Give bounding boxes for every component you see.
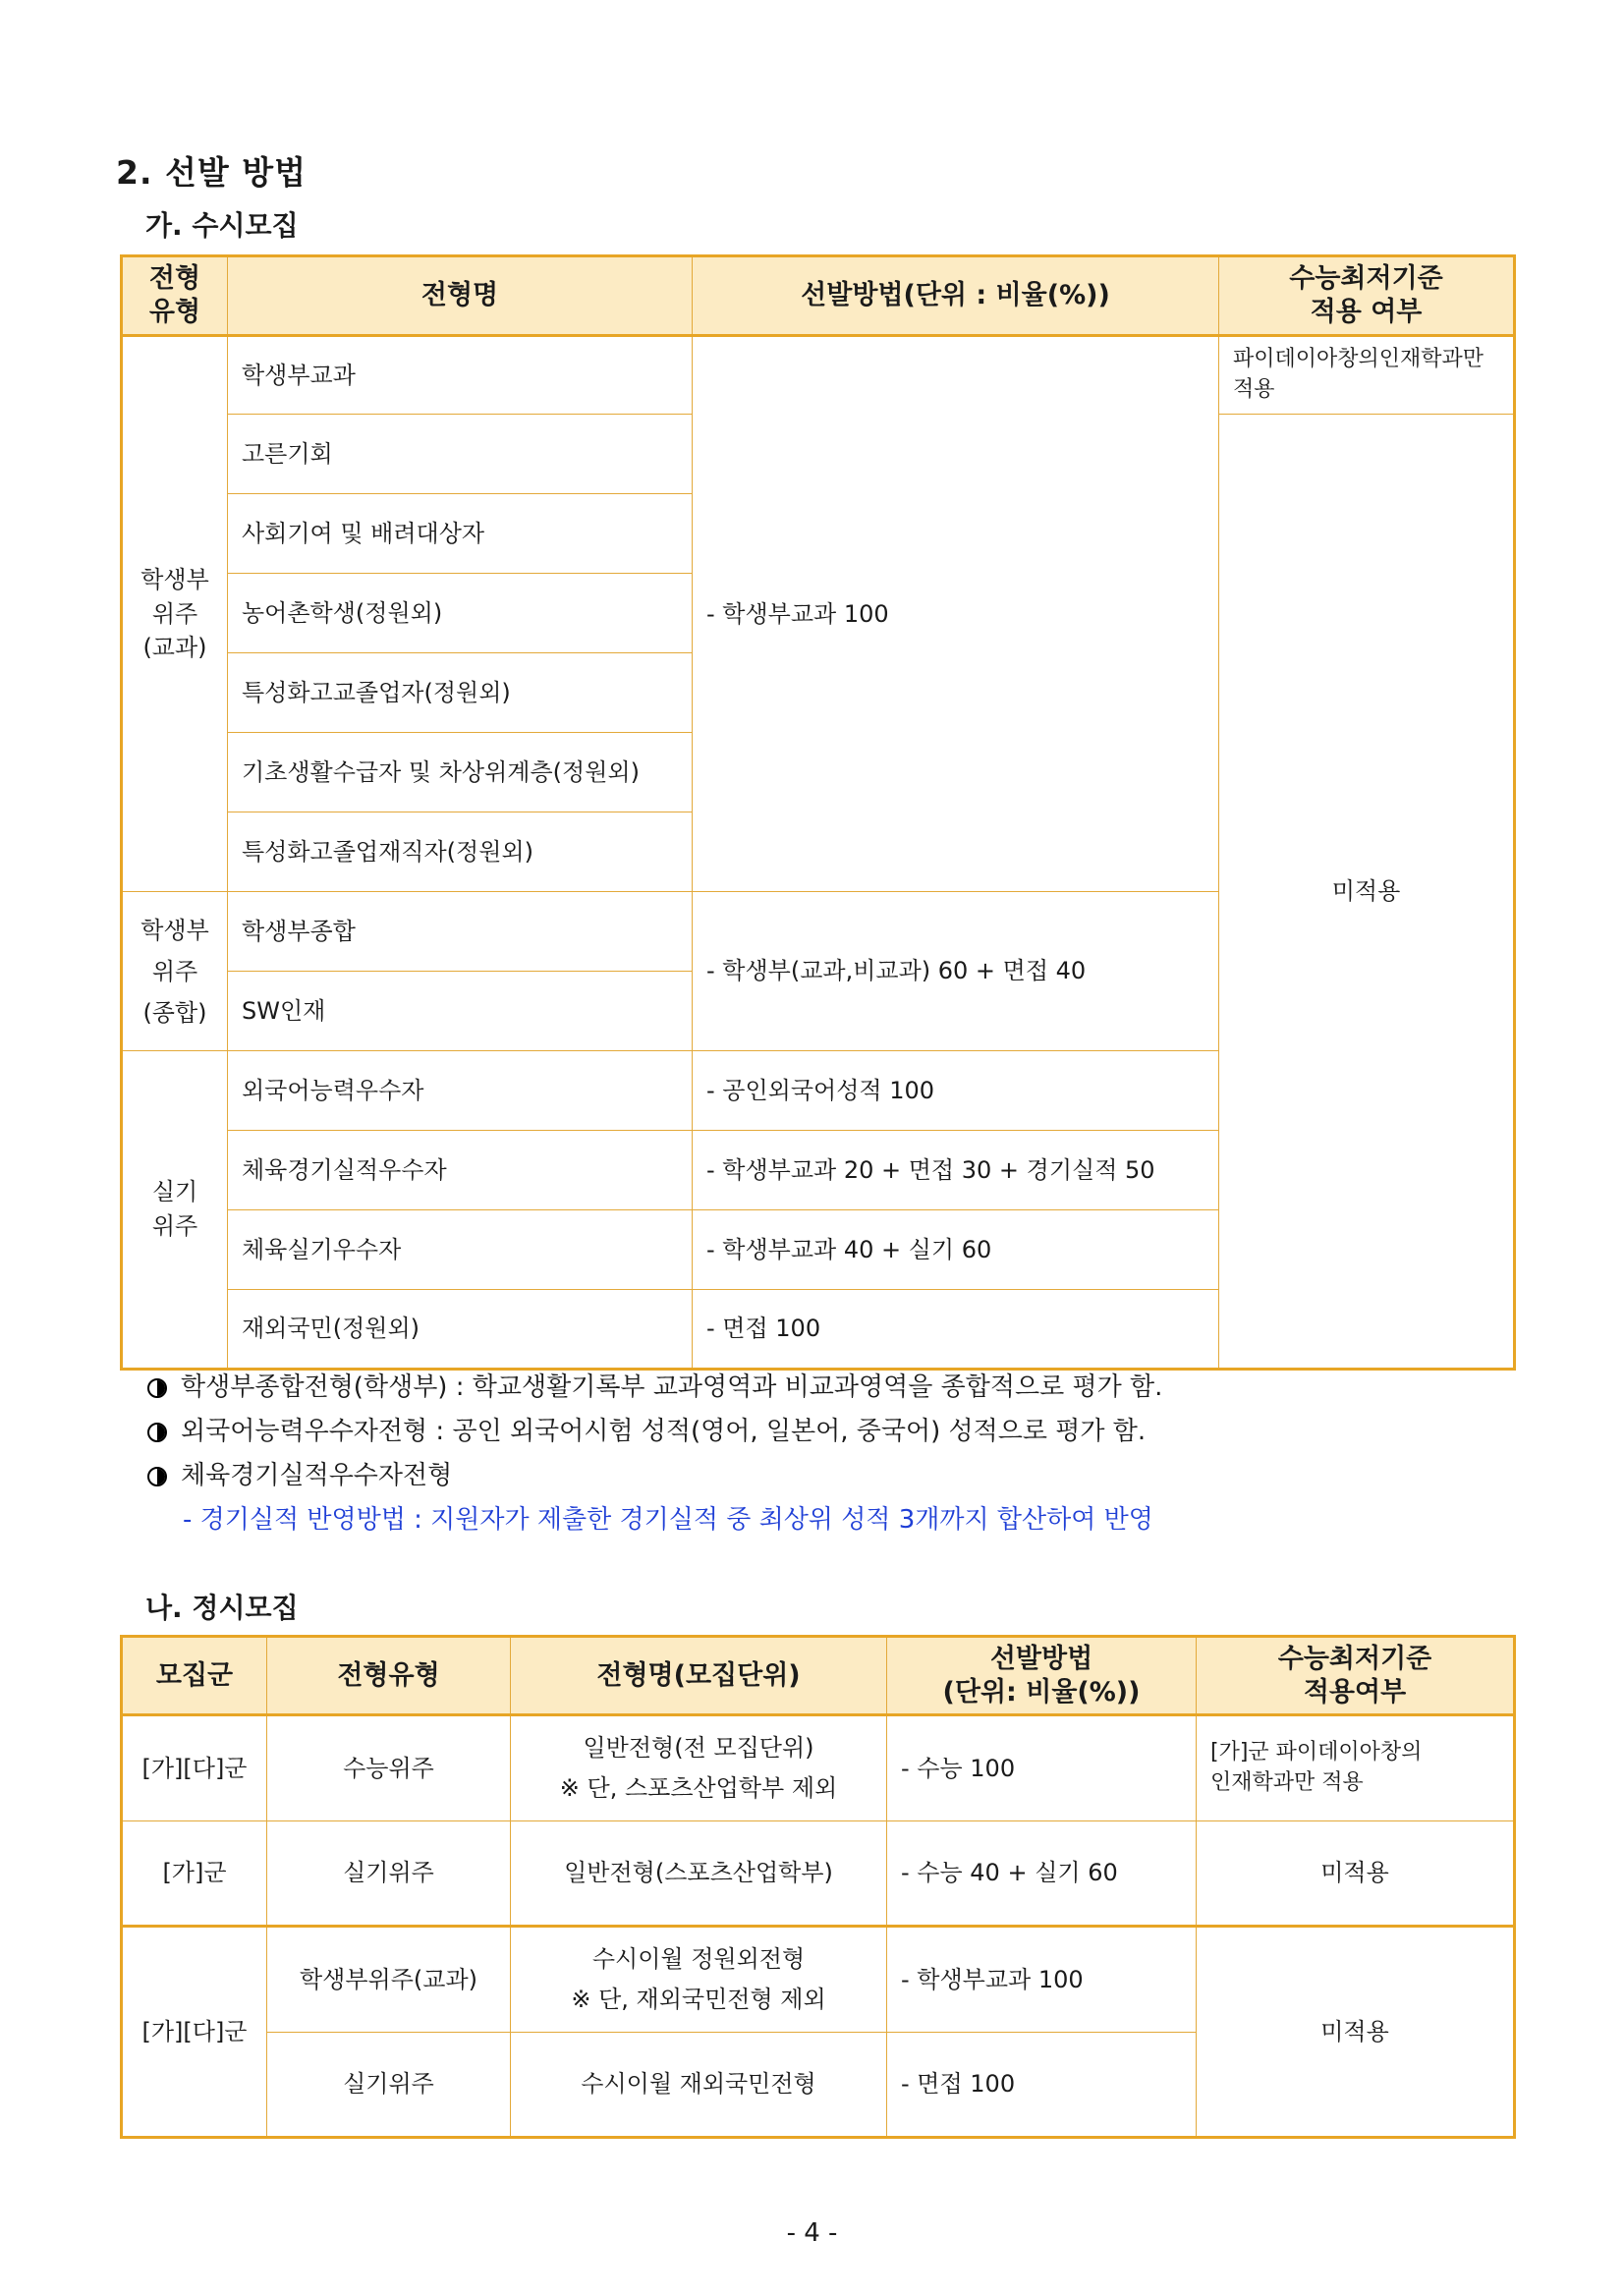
table-row: 고른기회 bbox=[228, 415, 693, 494]
header-name: 전형명 bbox=[228, 256, 693, 336]
method-gyogwa: - 학생부교과 100 bbox=[693, 336, 1219, 892]
note-item: 외국어능력우수자전형 : 공인 외국어시험 성적(영어, 일본어, 중국어) 성적으로 평가 함. bbox=[147, 1410, 1162, 1454]
method-foreign: - 공인외국어성적 100 bbox=[693, 1051, 1219, 1131]
method-sports-skill: - 학생부교과 40 + 실기 60 bbox=[693, 1210, 1219, 1290]
table-row: 특성화고졸업재직자(정원외) bbox=[228, 812, 693, 892]
table-row: 사회기여 및 배려대상자 bbox=[228, 494, 693, 574]
section-title: 2. 선발 방법 bbox=[116, 153, 307, 192]
header-group: 모집군 bbox=[122, 1637, 267, 1715]
group-jonghap: 학생부 위주 (종합) bbox=[122, 892, 228, 1051]
susi-title: 가. 수시모집 bbox=[145, 209, 299, 242]
table-row: 농어촌학생(정원외) bbox=[228, 574, 693, 653]
header-csat: 수능최저기준 적용여부 bbox=[1197, 1637, 1515, 1715]
header-csat: 수능최저기준 적용 여부 bbox=[1219, 256, 1515, 336]
method-jonghap: - 학생부(교과,비교과) 60 + 면접 40 bbox=[693, 892, 1219, 1051]
csat-rest: 미적용 bbox=[1219, 415, 1515, 1370]
table-row: 특성화고교졸업자(정원외) bbox=[228, 653, 693, 733]
header-type: 전형유형 bbox=[267, 1637, 511, 1715]
page-number: - 4 - bbox=[786, 2218, 838, 2248]
group-gyogwa: 학생부 위주 (교과) bbox=[122, 336, 228, 892]
table-row: 학생부종합 bbox=[228, 892, 693, 972]
method-overseas: - 면접 100 bbox=[693, 1290, 1219, 1370]
note-item: 체육경기실적우수자전형 bbox=[147, 1454, 1162, 1498]
jeongsi-table bbox=[120, 1635, 1516, 2139]
table-row: 학생부교과 bbox=[228, 336, 693, 415]
table-row: 외국어능력우수자 bbox=[228, 1051, 693, 1131]
half-circle-icon bbox=[147, 1378, 167, 1398]
group-silgi: 실기 위주 bbox=[122, 1051, 228, 1370]
table-row: SW인재 bbox=[228, 972, 693, 1051]
half-circle-icon bbox=[147, 1423, 167, 1442]
notes bbox=[147, 1366, 1162, 1542]
header-name: 전형명(모집단위) bbox=[511, 1637, 887, 1715]
table-row: 체육실기우수자 bbox=[228, 1210, 693, 1290]
table-row: 체육경기실적우수자 bbox=[228, 1131, 693, 1210]
note-item: 학생부종합전형(학생부) : 학교생활기록부 교과영역과 비교과영역을 종합적으로 평가 함. bbox=[147, 1366, 1162, 1410]
half-circle-icon bbox=[147, 1467, 167, 1486]
table-row: 실기위주 수시이월 재외국민전형 - 면접 100 bbox=[122, 2033, 1515, 2138]
table-row: [가][다]군 학생부위주(교과) 수시이월 정원외전형 ※ 단, 재외국민전형 제외 - 학생부교과 100 미적용 bbox=[122, 1927, 1515, 2033]
table-row: [가]군 실기위주 일반전형(스포츠산업학부) - 수능 40 + 실기 60 미적용 bbox=[122, 1821, 1515, 1927]
jeongsi-title: 나. 정시모집 bbox=[145, 1592, 299, 1624]
header-method: 선발방법(단위 : 비율(%)) bbox=[693, 256, 1219, 336]
header-type: 전형 유형 bbox=[122, 256, 228, 336]
csat-first: 파이데이아창의인재학과만 적용 bbox=[1219, 336, 1515, 415]
table-row: [가][다]군 수능위주 일반전형(전 모집단위) ※ 단, 스포츠산업학부 제외 - 수능 100 [가]군 파이데이아창의 인재학과만 적용 bbox=[122, 1715, 1515, 1821]
header-method: 선발방법 (단위: 비율(%)) bbox=[887, 1637, 1197, 1715]
table-row: 기초생활수급자 및 차상위계층(정원외) bbox=[228, 733, 693, 812]
susi-table bbox=[120, 254, 1516, 1371]
method-sports-record: - 학생부교과 20 + 면접 30 + 경기실적 50 bbox=[693, 1131, 1219, 1210]
note-sub: - 경기실적 반영방법 : 지원자가 제출한 경기실적 중 최상위 성적 3개까지 합산하여 반영 bbox=[183, 1505, 1153, 1535]
table-row: 재외국민(정원외) bbox=[228, 1290, 693, 1370]
